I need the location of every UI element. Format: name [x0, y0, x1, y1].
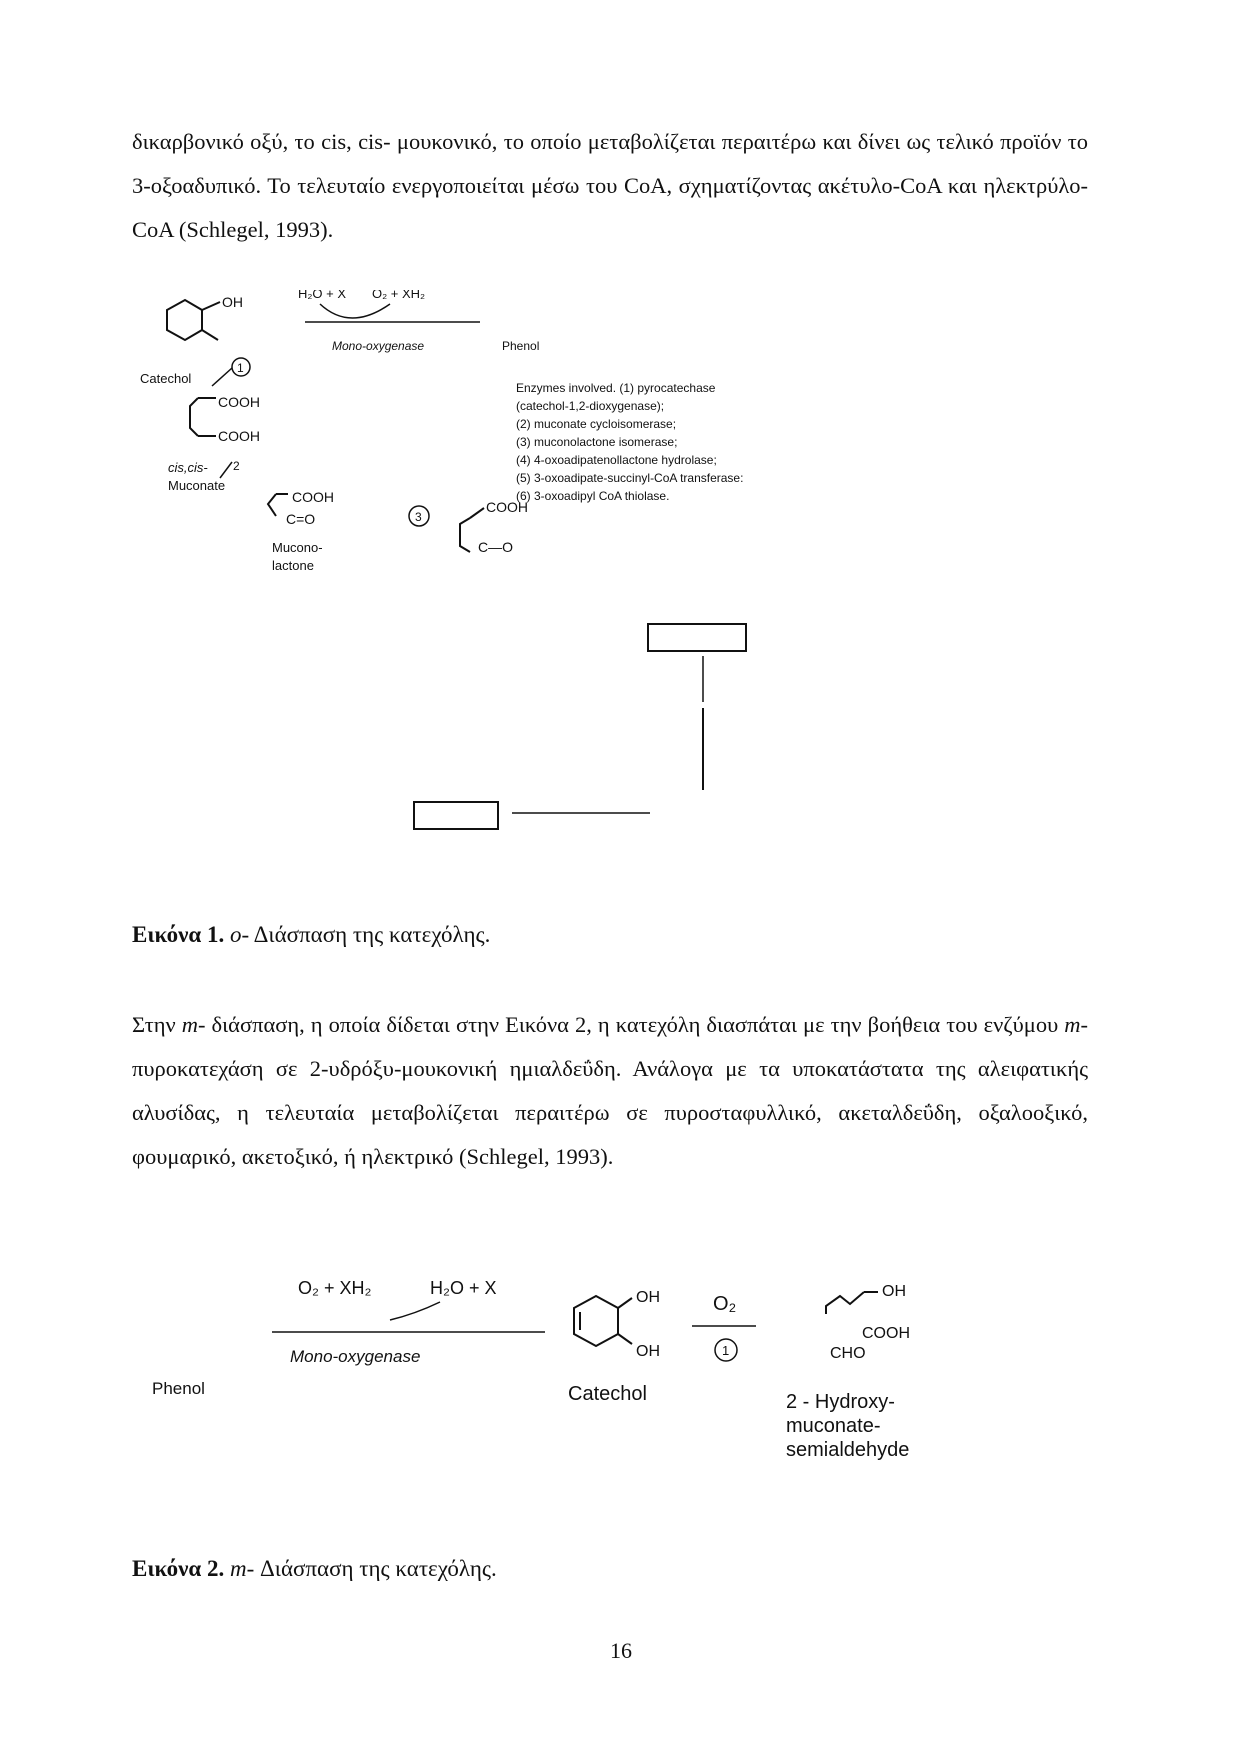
- page-number: 16: [610, 1638, 632, 1663]
- figure-meta-cleavage: [150, 1270, 950, 1520]
- muconate-cooh1: COOH: [218, 394, 260, 410]
- step1-label: 1: [237, 361, 244, 375]
- muconolactone-label-line2: lactone: [272, 558, 314, 573]
- fig2-product-structure-icon: [826, 1292, 878, 1314]
- caption2-prefix: m-: [229, 1556, 255, 1581]
- paragraph2-m1: m-: [181, 1012, 206, 1037]
- muconolactone-label-line1: Mucono-: [272, 540, 323, 555]
- paragraph2-m2: m-: [1064, 1012, 1088, 1037]
- catechol-ring-icon: [167, 300, 220, 340]
- paragraph-meta-cleavage: [132, 1003, 1088, 1179]
- product-cooh: COOH: [486, 499, 528, 515]
- product-co: C—O: [478, 539, 513, 555]
- fig2-phenol: Phenol: [152, 1379, 205, 1398]
- enzyme-item: (6) 3-oxoadipyl CoA thiolase.: [516, 489, 670, 503]
- step2-label: 2: [233, 459, 240, 473]
- enzymes-list: [516, 381, 743, 503]
- muconolactone-co: C=O: [286, 511, 316, 527]
- catechol-label: Catechol: [140, 371, 192, 386]
- fig2-o2: O₂: [713, 1293, 737, 1315]
- paragraph-intro: δικαρβονικό οξύ, το cis, cis- μουκονικό, το οποίο μεταβολίζεται περαιτέρω και δίνει ως τελικό προϊόν το 3-οξοαδυπικό. Το τελευταίο ενεργοποιείται μέσω του CoA, σχηματίζοντας ακέτυλο-CoA και ηλεκτρύλο-CoA (Schlegel, 1993).: [132, 129, 1088, 242]
- muconate-label-line1: cis,cis-: [168, 460, 208, 475]
- fig2-catechol-label: Catechol: [568, 1383, 647, 1405]
- caption2-label: Εικόνα 2.: [132, 1556, 225, 1581]
- caption1-text: Διάσπαση της κατεχόλης.: [249, 922, 491, 947]
- fig2-product-cooh: COOH: [862, 1325, 910, 1342]
- figure2-caption: [132, 1556, 497, 1582]
- fig2-enzyme: Mono-oxygenase: [290, 1347, 421, 1366]
- fig2-product-line2: muconate-: [786, 1415, 881, 1437]
- muconate-label-line2: Muconate: [168, 478, 226, 493]
- enzyme-item: Enzymes involved. (1) pyrocatechase: [516, 381, 716, 395]
- step3-label: 3: [415, 510, 422, 524]
- caption2-text: Διάσπαση της κατεχόλης.: [254, 1556, 497, 1581]
- paragraph2-part2: διάσπαση, η οποία δίδεται στην Εικόνα 2, η κατεχόλη διασπάται με την βοήθεια του ενζύμου: [205, 1012, 1065, 1037]
- fig2-catechol-oh1: OH: [636, 1289, 660, 1306]
- placeholder-box-bottom: [414, 802, 498, 829]
- placeholder-box-top: [648, 624, 746, 651]
- fig2-product-oh: OH: [882, 1283, 906, 1300]
- figure-ortho-cleavage: [140, 290, 920, 840]
- caption1-label: Εικόνα 1.: [132, 922, 225, 947]
- enzyme-item: (5) 3-oxoadipate-succinyl-CoA transferase:: [516, 471, 744, 485]
- enzyme-label: Mono-oxygenase: [332, 339, 425, 353]
- catechol-oh-label: OH: [222, 294, 243, 310]
- paragraph2-part3: πυροκατεχάση σε 2-υδρόξυ-μουκονική ημιαλδεΰδη. Ανάλογα με τα υποκατάστατα της αλειφατικής αλυσίδας, η τελευταία μεταβολίζεται περαιτέρω σε πυροσταφυλλικό, ακεταλδεΰδη, οξαλοοξικό, φουμαρικό, ακετοξικό, ή ηλεκτρικό (Schlegel, 1993).: [132, 1056, 1088, 1169]
- reagents-left: H₂O + X: [298, 290, 347, 301]
- enzyme-item: (3) muconolactone isomerase;: [516, 435, 678, 449]
- figure1-caption: [132, 922, 490, 948]
- fig2-catechol-oh2: OH: [636, 1343, 660, 1360]
- fig2-step1: 1: [722, 1343, 730, 1358]
- fig2-reagents-right: H₂O + X: [430, 1278, 497, 1298]
- muconate-structure-icon: [190, 398, 216, 436]
- fig2-product-line1: 2 - Hydroxy-: [786, 1391, 895, 1413]
- muconolactone-cooh: COOH: [292, 489, 334, 505]
- enzyme-item: (catechol-1,2-dioxygenase);: [516, 399, 665, 413]
- phenol-label: Phenol: [502, 339, 540, 353]
- fig2-product-line3: semialdehyde: [786, 1439, 910, 1461]
- fig2-catechol-ring-icon: [574, 1296, 632, 1346]
- fig2-product-cho: CHO: [830, 1345, 866, 1362]
- figure2-scheme: [150, 1270, 950, 1520]
- figure1-scheme: [140, 290, 920, 840]
- enzyme-item: (4) 4-oxoadipatenollactone hydrolase;: [516, 453, 717, 467]
- muconolactone-structure-icon: [268, 494, 288, 516]
- paragraph2-part1: Στην: [132, 1012, 182, 1037]
- enzyme-item: (2) muconate cycloisomerase;: [516, 417, 677, 431]
- reagents-right: O₂ + XH₂: [372, 290, 426, 301]
- caption1-prefix: ο-: [229, 922, 250, 947]
- muconate-cooh2: COOH: [218, 428, 260, 444]
- fig2-reagents-left: O₂ + XH₂: [298, 1278, 372, 1298]
